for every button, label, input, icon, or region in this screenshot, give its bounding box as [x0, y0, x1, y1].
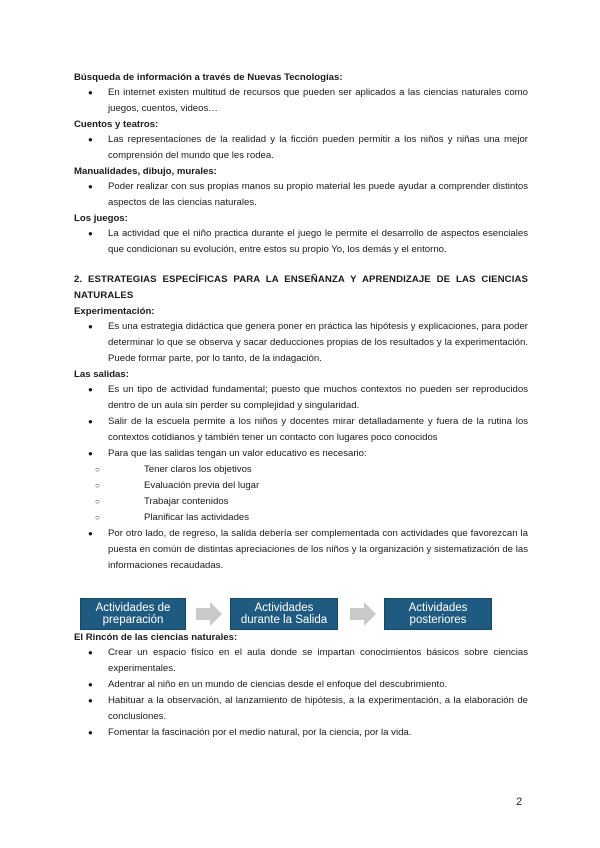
list-rincon — [74, 645, 528, 741]
list-manualidades — [74, 179, 528, 211]
spacer — [74, 258, 528, 272]
list-item: ● La actividad que el niño practica durante el juego le permite el desarrollo de aspectos esenciales que condicionan su evolución, entre estos su propio Yo, los demás y el entorno. — [74, 226, 528, 258]
flow-box-preparacion — [80, 598, 186, 630]
sublist-item: ○ Tener claros los objetivos — [74, 462, 528, 478]
flow-box-label-line2: posteriores — [409, 614, 467, 626]
list-cuentos-teatros — [74, 132, 528, 164]
list-item: ● Salir de la escuela permite a los niños y docentes mirar detalladamente y fuera de la rutina los contextos cotidianos y también tener un contacto con lugares poco conocidos — [74, 414, 528, 446]
list-item: ● Es una estrategia didáctica que genera poner en práctica las hipótesis y explicaciones, para poder determinar lo que se observa y sacar deducciones propias de los resultados y la experimentación. Puede formar parte, por lo tanto, de la indagación. — [74, 319, 528, 367]
heading-nuevas-tecnologias: Búsqueda de información a través de Nuevas Tecnologías: — [74, 72, 343, 83]
list-item: ● Poder realizar con sus propias manos su propio material les puede ayudar a comprender distintos aspectos de las ciencias naturales. — [74, 179, 528, 211]
heading-manualidades: Manualidades, dibujo, murales: — [74, 166, 217, 177]
list-item: ● Habituar a la observación, al lanzamiento de hipótesis, a la experimentación, a la elaboración de conclusiones. — [74, 693, 528, 725]
flow-diagram — [80, 598, 492, 630]
flow-box-label-line2: preparación — [102, 614, 164, 626]
heading-salidas: Las salidas: — [74, 369, 129, 380]
sublist-requisitos — [74, 462, 528, 526]
flow-box-label-line1: Actividades de — [95, 602, 171, 614]
list-item-text: Para que las salidas tengan un valor educativo es necesario: — [108, 448, 367, 459]
list-item: ● Adentrar al niño en un mundo de ciencias desde el enfoque del descubrimiento. — [74, 677, 528, 693]
list-juegos — [74, 226, 528, 258]
list-item: ● Es un tipo de actividad fundamental; puesto que muchos contextos no pueden ser reproducidos dentro de un aula sin perder su complejidad y singularidad. — [74, 382, 528, 414]
heading-rincon: El Rincón de las ciencias naturales: — [74, 632, 238, 643]
list-item: ● En internet existen multitud de recursos que pueden ser aplicados a las ciencias naturales como juegos, cuentos, videos… — [74, 85, 528, 117]
list-item: ● Fomentar la fascinación por el medio natural, por la ciencia, por la vida. — [74, 725, 528, 741]
sublist-item: ○ Trabajar contenidos — [74, 494, 528, 510]
list-experimentacion — [74, 319, 528, 367]
list-item: ● Por otro lado, de regreso, la salida debería ser complementada con actividades que favorezcan la puesta en común de distintas apreciaciones de los niños y la organización y sistematización de las informaciones recaudadas. — [74, 526, 528, 574]
flow-box-label-line1: Actividades — [408, 602, 468, 614]
list-nuevas-tecnologias — [74, 85, 528, 117]
heading-juegos: Los juegos: — [74, 213, 128, 224]
heading-experimentacion: Experimentación: — [74, 306, 155, 317]
sublist-item: ○ Planificar las actividades — [74, 510, 528, 526]
list-salidas — [74, 382, 528, 574]
flow-box-posteriores — [384, 598, 492, 630]
heading-cuentos-teatros: Cuentos y teatros: — [74, 119, 159, 130]
arrow-right-icon — [350, 602, 376, 626]
list-item: ● Las representaciones de la realidad y la ficción pueden permitir a los niños y niñas una mejor comprensión del mundo que les rodea. — [74, 132, 528, 164]
arrow-right-icon — [196, 602, 222, 626]
page-number: 2 — [516, 796, 523, 808]
flow-box-label-line1: Actividades — [254, 602, 314, 614]
document-body-continued — [74, 630, 528, 741]
flow-box-label-line2: durante la Salida — [240, 614, 328, 626]
sublist-item: ○ Evaluación previa del lugar — [74, 478, 528, 494]
flow-box-durante — [230, 598, 338, 630]
list-item — [74, 446, 528, 526]
section-title-estrategias: 2. ESTRATEGIAS ESPECÍFICAS PARA LA ENSEÑANZA Y APRENDIZAJE DE LAS CIENCIAS NATURALES — [74, 274, 528, 301]
list-item: ● Crear un espacio físico en el aula donde se impartan conocimientos básicos sobre ciencias experimentales. — [74, 645, 528, 677]
document-body — [74, 70, 528, 574]
